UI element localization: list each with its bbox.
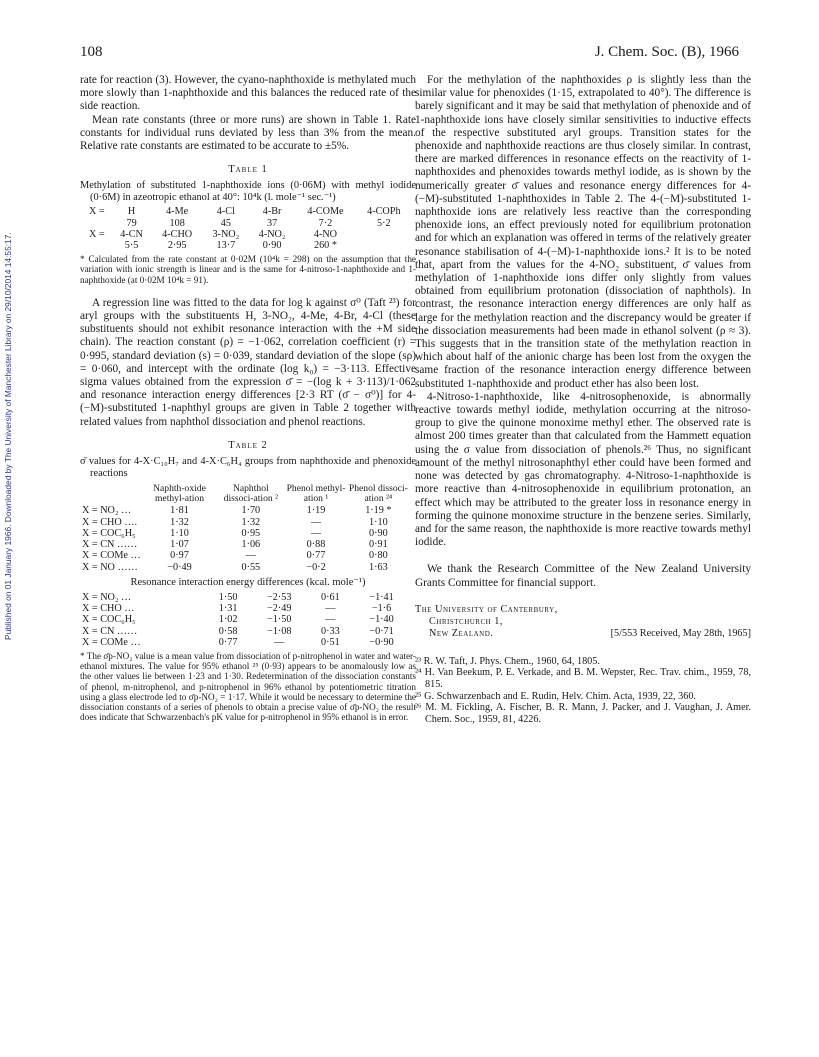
table-row	[80, 562, 410, 573]
table2-description: σ̄ values for 4-X·C₁₀H₇ and 4-X·C₆H₄ groups from naphthoxide and phenoxide reactions	[80, 456, 416, 480]
table-row	[80, 603, 410, 614]
table1	[82, 206, 412, 251]
left-column	[80, 74, 416, 722]
download-note[interactable]: Published on 01 January 1966. Downloaded by The University of Manchester Library on 29/10/2014 14:55:17.	[3, 232, 13, 640]
column-header: Phenol dissoci-ation ²⁴	[348, 483, 408, 505]
row-label: X = COC₆H₅	[82, 614, 136, 626]
table-cell: −1·6	[371, 603, 392, 615]
column-header: Naphth-oxide methyl-ation	[153, 483, 206, 505]
acknowledgement: We thank the Research Committee of the New Zealand University Grants Committee for financial support.	[415, 563, 751, 589]
table-cell: 0·90	[369, 527, 388, 539]
table-cell: −0·2	[306, 561, 326, 573]
table2-subheading: Resonance interaction energy differences (kcal. mole⁻¹)	[130, 576, 366, 588]
table-cell: −1·40	[369, 614, 394, 626]
table-row	[80, 637, 410, 648]
table-cell: 1·10	[369, 516, 388, 528]
table-cell: −1·08	[267, 625, 292, 637]
table-cell: −0·90	[369, 636, 394, 648]
table-row: X = 4-CN 4-CHO 3-NO₂ 4-NO₂ 4-NO	[88, 228, 338, 240]
table-cell: −0·49	[167, 561, 192, 573]
table-cell: —	[310, 516, 322, 528]
table-row	[80, 517, 410, 528]
table-row	[80, 528, 410, 539]
paragraph: Mean rate constants (three or more runs) are shown in Table 1. Rate constants for individual runs deviated by less than 3% from the mean. Relative rate constants are estimated to be accurate to ±5%.	[80, 113, 416, 153]
table-row: X = H 4-Me 4-Cl 4-Br 4-COMe 4-COPh	[88, 206, 401, 218]
table-cell: 1·31	[218, 603, 238, 615]
row-label: X = COMe …	[82, 550, 141, 562]
table-row: 5·5 2·95 13·7 0·90 260 *	[124, 240, 337, 252]
table-cell: —	[274, 636, 285, 648]
affiliation: The University of Canterbury, Christchurch 1, New Zealand. [5/553 Received, May 28th, 1965]	[415, 603, 751, 639]
table2-footnote: * The σ̄p-NO₂ value is a mean value from dissociation of p-nitrophenol in water and water-ethanol mixtures. The value for 95% ethanol ²⁵ (0·93) appears to be anomalously low as the other values lie between 1·23 and 1·30. Redetermination of the dissociation constants of phenol, m-nitrophenol, and p-nitrophenol in 96% ethanol by potentiometric titration using a glass electrode led to σ̄p-NO₂ = 1·17. While it would be necessary to determine the dissociation constants of a series of phenols to obtain a precise value of σ̄p-NO₂ the result does indicate that Schwarzenbach's pK value for p-nitrophenol in 95% ethanol is in error.	[80, 650, 416, 723]
references	[415, 656, 751, 726]
table2-energies	[80, 592, 410, 648]
row-label: X = NO₂ …	[82, 505, 132, 517]
table-cell: 0·88	[306, 539, 326, 551]
table-cell: 1·32	[241, 516, 261, 528]
page-number: 108	[80, 44, 103, 60]
table1-description: Methylation of substituted 1-naphthoxide ions (0·06M) with methyl iodide (0·6M) in azeotropic ethanol at 40°: 10⁴k (l. mole⁻¹ sec.⁻¹)	[80, 180, 416, 204]
table-cell: —	[325, 603, 336, 615]
row-label: X = COC₆H₅	[82, 527, 136, 539]
table-cell: 1·50	[218, 591, 238, 603]
table-cell: −1·41	[369, 591, 394, 603]
table-cell: —	[325, 614, 336, 626]
received-date: [5/553 Received, May 28th, 1965]	[610, 627, 751, 639]
table-cell: −2·49	[267, 603, 292, 615]
table-cell: −2·53	[267, 591, 292, 603]
paragraph: A regression line was fitted to the data for log k against σ⁰ (Taft ²³) for aryl groups with the substituents H, 3-NO₂, 4-Me, 4-Br, 4-Cl (these substituents should not exhibit resonance interaction with the +M side chain). The reaction constant (ρ) = −1·062, correlation coefficient (r) = 0·995, standard deviation (s) = 0·039, standard deviation of the slope (sρ) = 0·060, and intercept with the ordinate (log k₀) = −3·113. Effective sigma values obtained from the expression σ̄ = −(log k + 3·113)/1·062 and resonance interaction energy differences [2·3 RT (σ̄ − σ⁰)] for 4-(−M)-substituted 1-naphthyl groups are given in Table 2 together with related values from naphthol dissociation and phenol reactions.	[80, 296, 416, 428]
row-label: X = CHO …	[82, 603, 135, 615]
table-cell: 0·51	[321, 636, 340, 648]
row-label: X = NO ……	[82, 561, 138, 573]
table-cell: 0·61	[321, 591, 340, 603]
paragraph: For the methylation of the naphthoxides ρ is slightly less than the similar value for phenoxides (1·15, extrapolated to 40°). The difference is barely significant and it may be said that methylation of phenoxide and of 1-naphthoxide ions have closely similar sensitivities to inductive effects of the respective substituted aryl groups. Transition states for the phenoxide and naphthoxide reactions are thus closely similar. In contrast, there are marked differences in resonance effects on the reactivity of 1-naphthoxides and phenoxides towards methyl iodide, as is shown by the numerically greater σ̄ values and resonance energy differences for 4-(−M)-substituted 1-naphthoxides in Table 2. The 4-(−M)-substituted 1-naphthoxide ions are relatively less reactive than the corresponding phenoxide ions, an effect previously noted for equilibrium protonation and for which an explanation was offered in terms of the relatively greater resonance stabilisation of 4-(−M)-1-naphthoxide ions.² It is to be noted that, apart from the values for the 4-NO₂ substituent, σ̄ values from methylation of 1-naphthoxide ions differ only slightly from values obtained from equilibrium protonation (dissociation of naphthols). In contrast, the resonance interaction energy differences are only half as large for the methylation reaction and the discrepancy would be greater if the dissociation measurements had been made in ethanol solvent (ρ ≈ 3). This suggests that in the transition state of the methylation reaction in which about half of the anionic charge has been lost from the oxygen the same fraction of the resonance interaction energy difference between substituted 1-naphthoxide and product ether has also been lost.	[415, 74, 751, 390]
table-cell: 1·02	[218, 614, 238, 626]
table-cell: 1·07	[170, 539, 189, 551]
table-cell: 1·32	[170, 516, 189, 528]
table-cell: 0·77	[218, 636, 238, 648]
table-cell: −0·71	[369, 625, 394, 637]
reference: ²⁶ M. M. Fickling, A. Fischer, B. R. Mann, J. Packer, and J. Vaughan, J. Amer. Chem. Soc., 1959, 81, 4226.	[415, 702, 751, 725]
row-label: X = CN ……	[82, 539, 138, 551]
table-row: 79 108 45 37 7·2 5·2	[126, 217, 391, 229]
table-cell: 1·70	[241, 505, 261, 517]
table-row	[80, 614, 410, 625]
paragraph: 4-Nitroso-1-naphthoxide, like 4-nitrosophenoxide, is abnormally reactive towards methyl iodide, methylation occurring at the nitroso-group to give the quinone monoxime methyl ether. The observed rate is almost 200 times greater than that calculated from the Hammett equation using the σ value from dissociation of phenols.²⁶ Thus, no significant amount of the methyl nitrosonaphthyl ether could have been formed and none was detected by gas chromatography. 4-Nitroso-1-naphthoxide is more reactive than 4-nitrosophenoxide in equilibrium protonation, an effect which may be attributed to the greater loss in resonance energy in forming the quinone monoxime structure in the benzene series. Similarly, and for the same reason, the naphthoxide is more reactive towards methyl iodide.	[415, 390, 751, 549]
table-cell: 1·06	[241, 539, 261, 551]
table2-caption: Table 2	[228, 439, 268, 451]
table-cell: 1·19	[306, 505, 326, 517]
table-cell: 0·95	[241, 527, 261, 539]
row-label: X = COMe …	[82, 636, 141, 648]
table-cell: 1·19 *	[365, 505, 392, 517]
table-row	[80, 626, 410, 637]
right-column	[415, 74, 751, 725]
table-cell: —	[245, 550, 256, 562]
table-cell: 0·80	[369, 550, 388, 562]
row-label: X = CN ……	[82, 625, 138, 637]
table-row	[80, 550, 410, 561]
table2	[80, 483, 410, 573]
reference: ²⁵ G. Schwarzenbach and E. Rudin, Helv. Chim. Acta, 1939, 22, 360.	[415, 690, 696, 702]
table-cell: 0·91	[369, 539, 388, 551]
table-row	[80, 592, 410, 603]
table-header-row	[80, 483, 410, 505]
table-cell: 0·58	[218, 625, 238, 637]
row-label: X = NO₂ …	[82, 591, 132, 603]
table-cell: 0·33	[321, 625, 340, 637]
table-cell: 0·97	[170, 550, 189, 562]
column-header: Phenol methyl-ation ¹	[286, 483, 346, 505]
table-row	[80, 539, 410, 550]
table-cell: —	[310, 527, 322, 539]
paragraph: rate for reaction (3). However, the cyano-naphthoxide is methylated much more slowly than 1-naphthoxide and this balances the reduced rate of the side reaction.	[80, 74, 416, 113]
reference: ²³ R. W. Taft, J. Phys. Chem., 1960, 64, 1805.	[415, 655, 600, 667]
journal-title: J. Chem. Soc. (B), 1966	[594, 44, 739, 60]
table-cell: 1·81	[170, 505, 189, 517]
reference: ²⁴ H. Van Beekum, P. E. Verkade, and B. M. Wepster, Rec. Trav. chim., 1959, 78, 815.	[415, 667, 751, 690]
table1-footnote: * Calculated from the rate constant at 0·02M (10⁴k = 298) on the assumption that the variation with ionic strength is linear and is the same for 4-nitroso-1-naphthoxide and 1-naphthoxide (at 0·02M 10⁴k = 91).	[80, 254, 416, 285]
table-cell: 1·63	[369, 561, 388, 573]
table-cell: 0·55	[241, 561, 261, 573]
table-cell: 0·77	[306, 550, 326, 562]
row-label: X = CHO ….	[82, 516, 137, 528]
table1-caption: Table 1	[228, 164, 268, 176]
table-cell: −1·50	[267, 614, 292, 626]
table-cell: 1·10	[170, 527, 189, 539]
column-header: Naphthol dissoci-ation ²	[223, 483, 278, 505]
table-row	[80, 505, 410, 516]
